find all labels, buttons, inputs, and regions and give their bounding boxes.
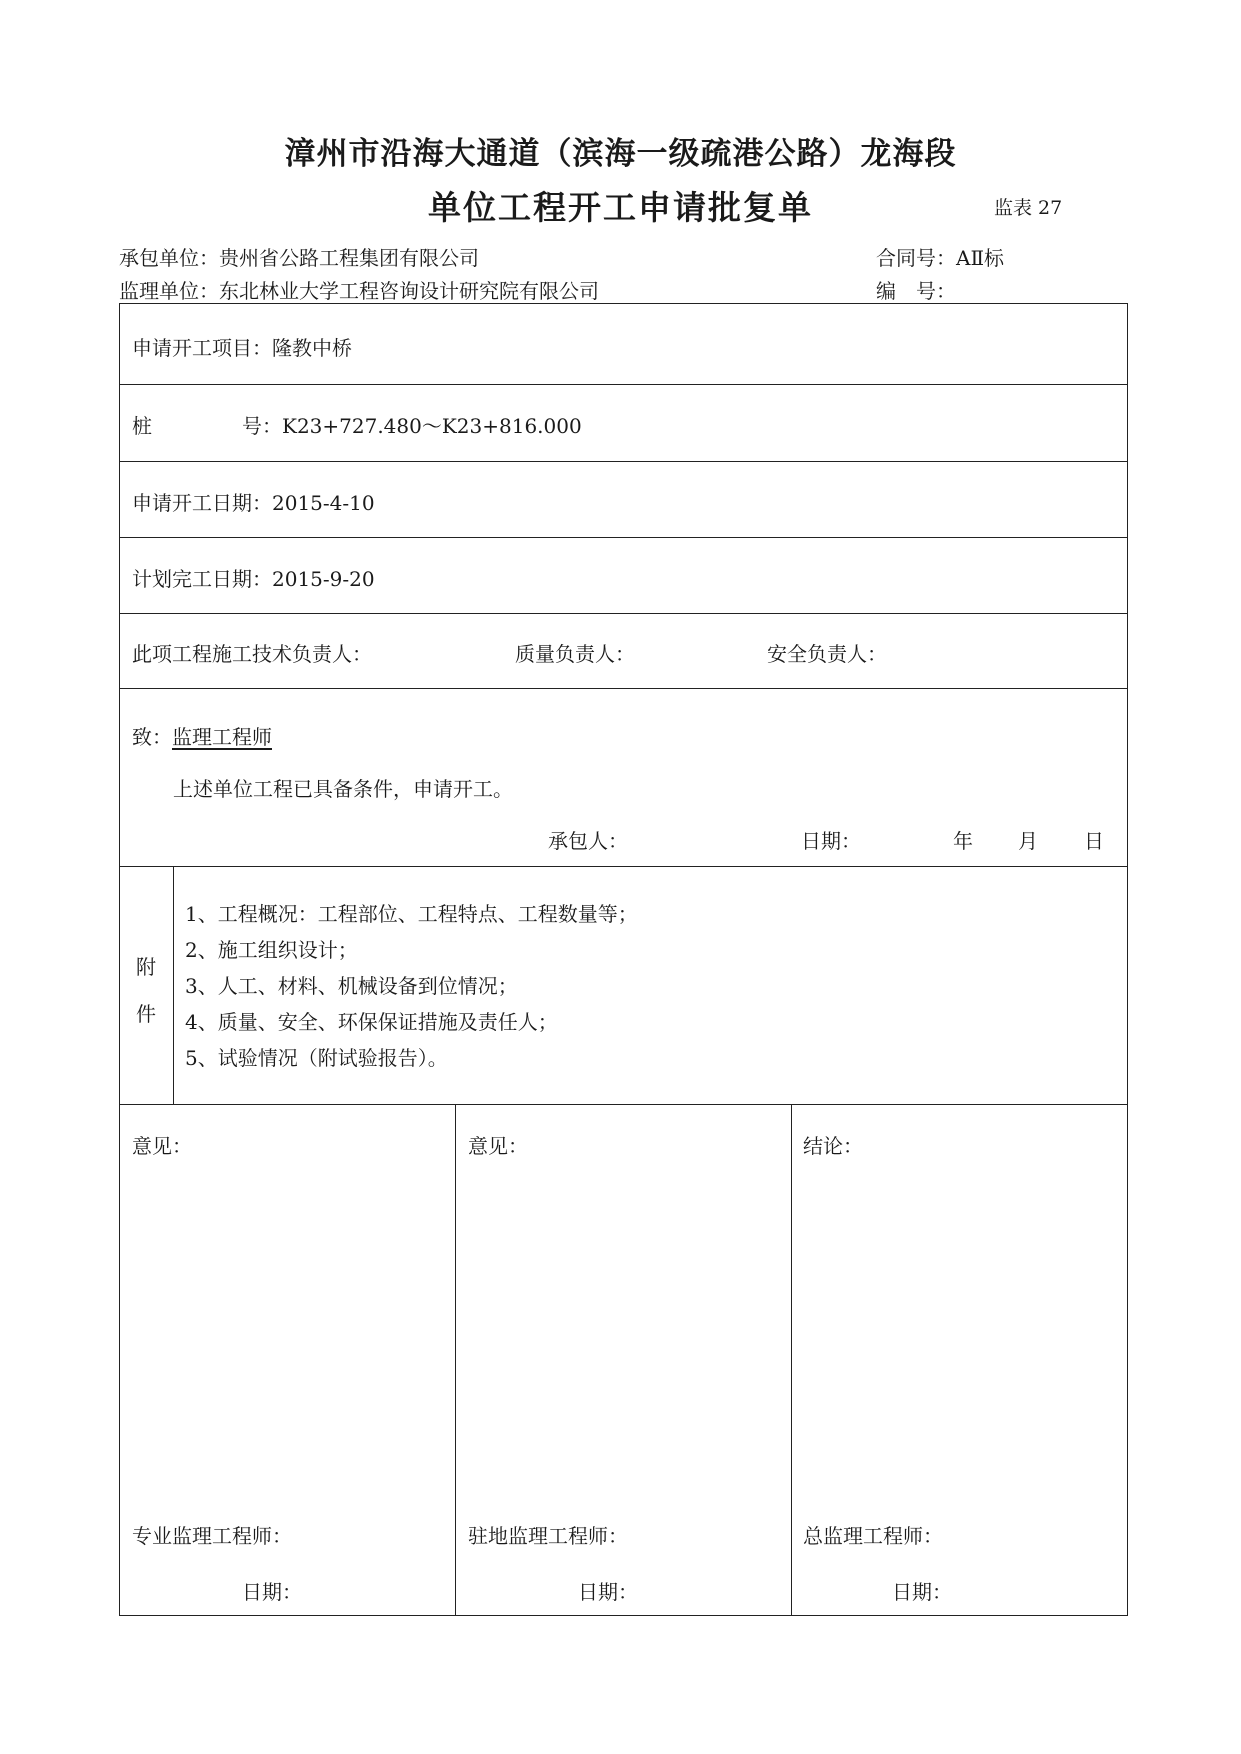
row-divider [119,537,1128,538]
opinion-column-divider [455,1104,456,1616]
addressee-name: 监理工程师 [172,725,272,749]
opinion-heading: 意见： [468,1134,528,1158]
opinion-date-label: 日期： [578,1580,638,1604]
attachment-item: 4、质量、安全、环保保证措施及责任人； [185,1010,558,1034]
attachment-label-2: 件 [136,1002,156,1026]
opinion-heading: 意见： [132,1134,192,1158]
attachment-item: 5、试验情况（附试验报告）。 [185,1046,448,1070]
request-statement: 上述单位工程已具备条件，申请开工。 [173,777,513,801]
date-year: 年 [953,829,973,853]
start-date: 申请开工日期：2015-4-10 [132,491,375,515]
addressee [132,721,272,750]
document-title: 漳州市沿海大通道（滨海一级疏港公路）龙海段 [284,136,957,172]
completion-date: 计划完工日期：2015-9-20 [132,567,375,591]
opinion-column-divider [791,1104,792,1616]
resident-engineer-signature: 驻地监理工程师： [468,1524,628,1548]
row-divider [119,613,1128,614]
row-divider [119,384,1128,385]
opinion-date-label: 日期： [242,1580,302,1604]
specialist-engineer-signature: 专业监理工程师： [132,1524,292,1548]
attachment-column-divider [173,866,174,1104]
row-divider [119,866,1128,867]
serial-number: 编 号： [876,279,956,303]
date-month: 月 [1018,829,1038,853]
attachment-item: 1、工程概况：工程部位、工程特点、工程数量等； [185,902,638,926]
attachment-item: 3、人工、材料、机械设备到位情况； [185,974,518,998]
contractor-unit: 承包单位：贵州省公路工程集团有限公司 [119,246,479,270]
date-day: 日 [1084,829,1104,853]
row-divider [119,688,1128,689]
opinion-date-label: 日期： [892,1580,952,1604]
quality-lead-label: 质量负责人： [515,642,635,666]
stake-range: 号：K23+727.480～K23+816.000 [242,414,582,438]
addressee-prefix: 致： [132,725,172,749]
attachment-label-1: 附 [136,955,156,979]
document-subtitle: 单位工程开工申请批复单 [428,188,813,227]
row-divider [119,461,1128,462]
supervision-unit: 监理单位：东北林业大学工程咨询设计研究院有限公司 [119,279,599,303]
stake-label: 桩 [132,414,152,438]
row-divider [119,1104,1128,1105]
chief-engineer-signature: 总监理工程师： [803,1524,943,1548]
conclusion-heading: 结论： [803,1134,863,1158]
form-number: 监表 27 [994,197,1063,219]
project-name: 申请开工项目：隆教中桥 [132,336,352,360]
technical-lead-label: 此项工程施工技术负责人： [132,642,372,666]
contractor-signature-label: 承包人： [548,829,628,853]
contract-number: 合同号：AⅡ标 [876,246,1005,270]
request-date-label: 日期： [801,829,861,853]
attachment-item: 2、施工组织设计； [185,938,358,962]
safety-lead-label: 安全负责人： [767,642,887,666]
